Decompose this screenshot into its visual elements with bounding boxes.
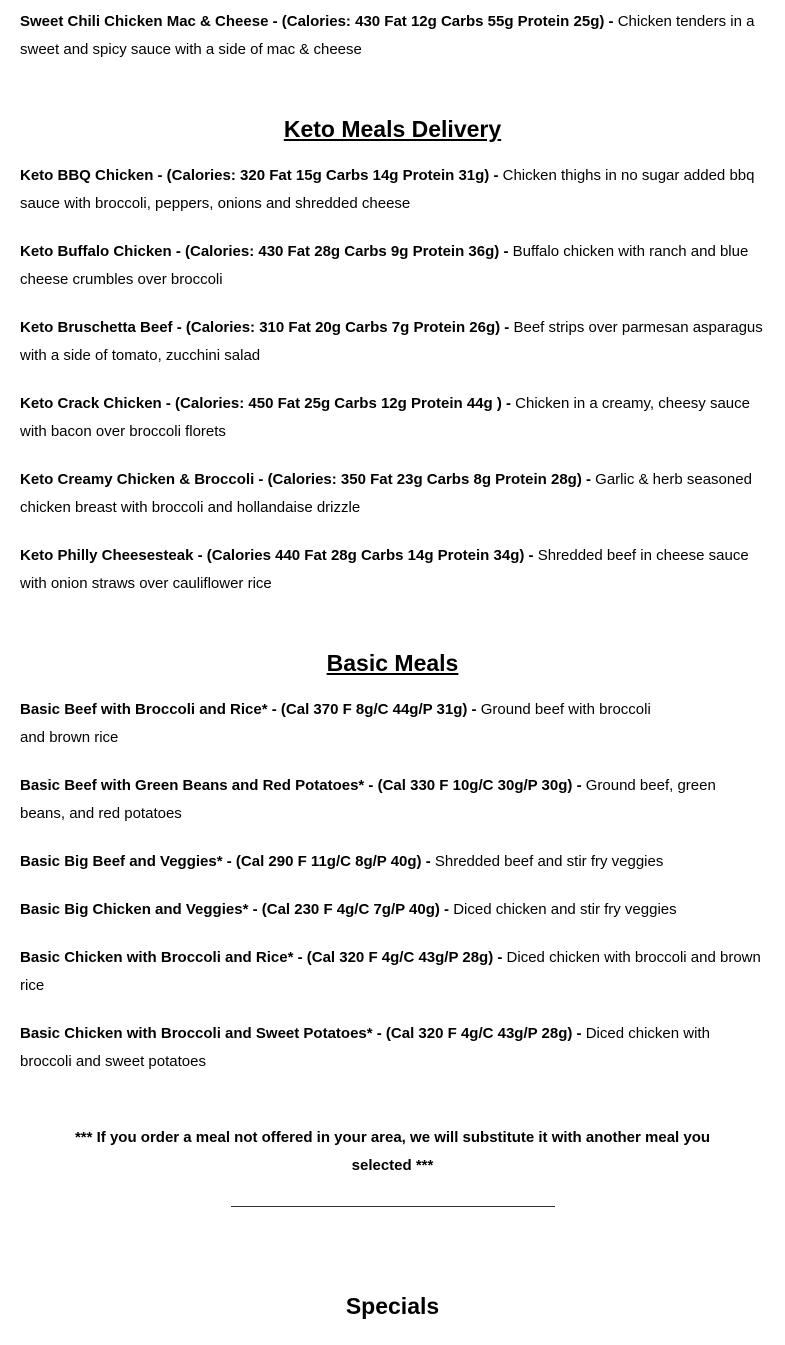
item-name: Basic Big Chicken and Veggies* - (Cal 230 F 4g/C 7g/P 40g) - <box>20 901 454 918</box>
menu-item-keto-philly <box>20 542 765 598</box>
menu-item-basic-big-beef <box>20 848 765 876</box>
menu-content <box>20 8 765 1321</box>
item-description: Diced chicken with broccoli and brown rice <box>20 949 761 994</box>
section-title-basic: Basic Meals <box>326 650 459 676</box>
item-description: Buffalo chicken with ranch and blue cheese crumbles over broccoli <box>20 243 749 288</box>
item-description: Ground beef, green beans, and red potatoes <box>20 777 716 822</box>
item-description: Diced chicken and stir fry veggies <box>453 901 677 918</box>
item-name: Keto Philly Cheesesteak - (Calories 440 Fat 28g Carbs 14g Protein 34g) - <box>20 547 538 564</box>
item-name: Basic Chicken with Broccoli and Rice* - (Cal 320 F 4g/C 43g/P 28g) - <box>20 949 507 966</box>
menu-item-basic-chicken-sweet-potatoes <box>20 1020 765 1076</box>
item-description: Chicken thighs in no sugar added bbq sauce with broccoli, peppers, onions and shredded cheese <box>20 167 755 212</box>
menu-item-sweet-chili-mac <box>20 8 765 64</box>
section-title-specials: Specials <box>345 1293 440 1319</box>
item-description: Chicken in a creamy, cheesy sauce with bacon over broccoli florets <box>20 395 750 440</box>
item-description: Garlic & herb seasoned chicken breast with broccoli and hollandaise drizzle <box>20 471 752 516</box>
item-name: Keto BBQ Chicken - (Calories: 320 Fat 15g Carbs 14g Protein 31g) - <box>20 167 503 184</box>
item-description: Beef strips over parmesan asparagus with a side of tomato, zucchini salad <box>20 319 763 364</box>
item-name: Keto Buffalo Chicken - (Calories: 430 Fat 28g Carbs 9g Protein 36g) - <box>20 243 513 260</box>
menu-item-keto-buffalo <box>20 238 765 294</box>
menu-item-keto-crack <box>20 390 765 446</box>
item-description: Shredded beef and stir fry veggies <box>434 853 664 870</box>
item-description: Chicken tenders in a sweet and spicy sauce with a side of mac & cheese <box>20 13 755 58</box>
item-name: Basic Beef with Green Beans and Red Potatoes* - (Cal 330 F 10g/C 30g/P 30g) - <box>20 777 586 794</box>
menu-item-basic-big-chicken <box>20 896 765 924</box>
substitution-notice: *** If you order a meal not offered in your area, we will substitute it with another meal you selected *** <box>74 1129 711 1174</box>
item-name: Keto Bruschetta Beef - (Calories: 310 Fat 20g Carbs 7g Protein 26g) - <box>20 319 514 336</box>
section-title-keto: Keto Meals Delivery <box>283 116 502 142</box>
item-name: Keto Creamy Chicken & Broccoli - (Calories: 350 Fat 23g Carbs 8g Protein 28g) - <box>20 471 596 488</box>
item-name: Keto Crack Chicken - (Calories: 450 Fat 25g Carbs 12g Protein 44g ) - <box>20 395 516 412</box>
item-name: Basic Beef with Broccoli and Rice* - (Cal 370 F 8g/C 44g/P 31g) - <box>20 701 481 718</box>
menu-item-basic-beef-broccoli-rice <box>20 696 765 752</box>
item-description: Shredded beef in cheese sauce with onion straws over cauliflower rice <box>20 547 749 592</box>
menu-item-basic-chicken-broccoli-rice <box>20 944 765 1000</box>
menu-item-basic-beef-green-beans <box>20 772 765 828</box>
menu-item-keto-bbq <box>20 162 765 218</box>
menu-item-keto-bruschetta <box>20 314 765 370</box>
item-name: Basic Big Beef and Veggies* - (Cal 290 F 11g/C 8g/P 40g) - <box>20 853 435 870</box>
item-description: Ground beef with broccoli <box>480 701 651 718</box>
item-description-continuation: and brown rice <box>20 729 119 746</box>
item-name: Basic Chicken with Broccoli and Sweet Potatoes* - (Cal 320 F 4g/C 43g/P 28g) - <box>20 1025 586 1042</box>
item-name: Sweet Chili Chicken Mac & Cheese - (Calories: 430 Fat 12g Carbs 55g Protein 25g) - <box>20 13 618 30</box>
menu-item-keto-creamy <box>20 466 765 522</box>
divider <box>231 1206 555 1207</box>
item-description: Diced chicken with broccoli and sweet potatoes <box>20 1025 710 1070</box>
